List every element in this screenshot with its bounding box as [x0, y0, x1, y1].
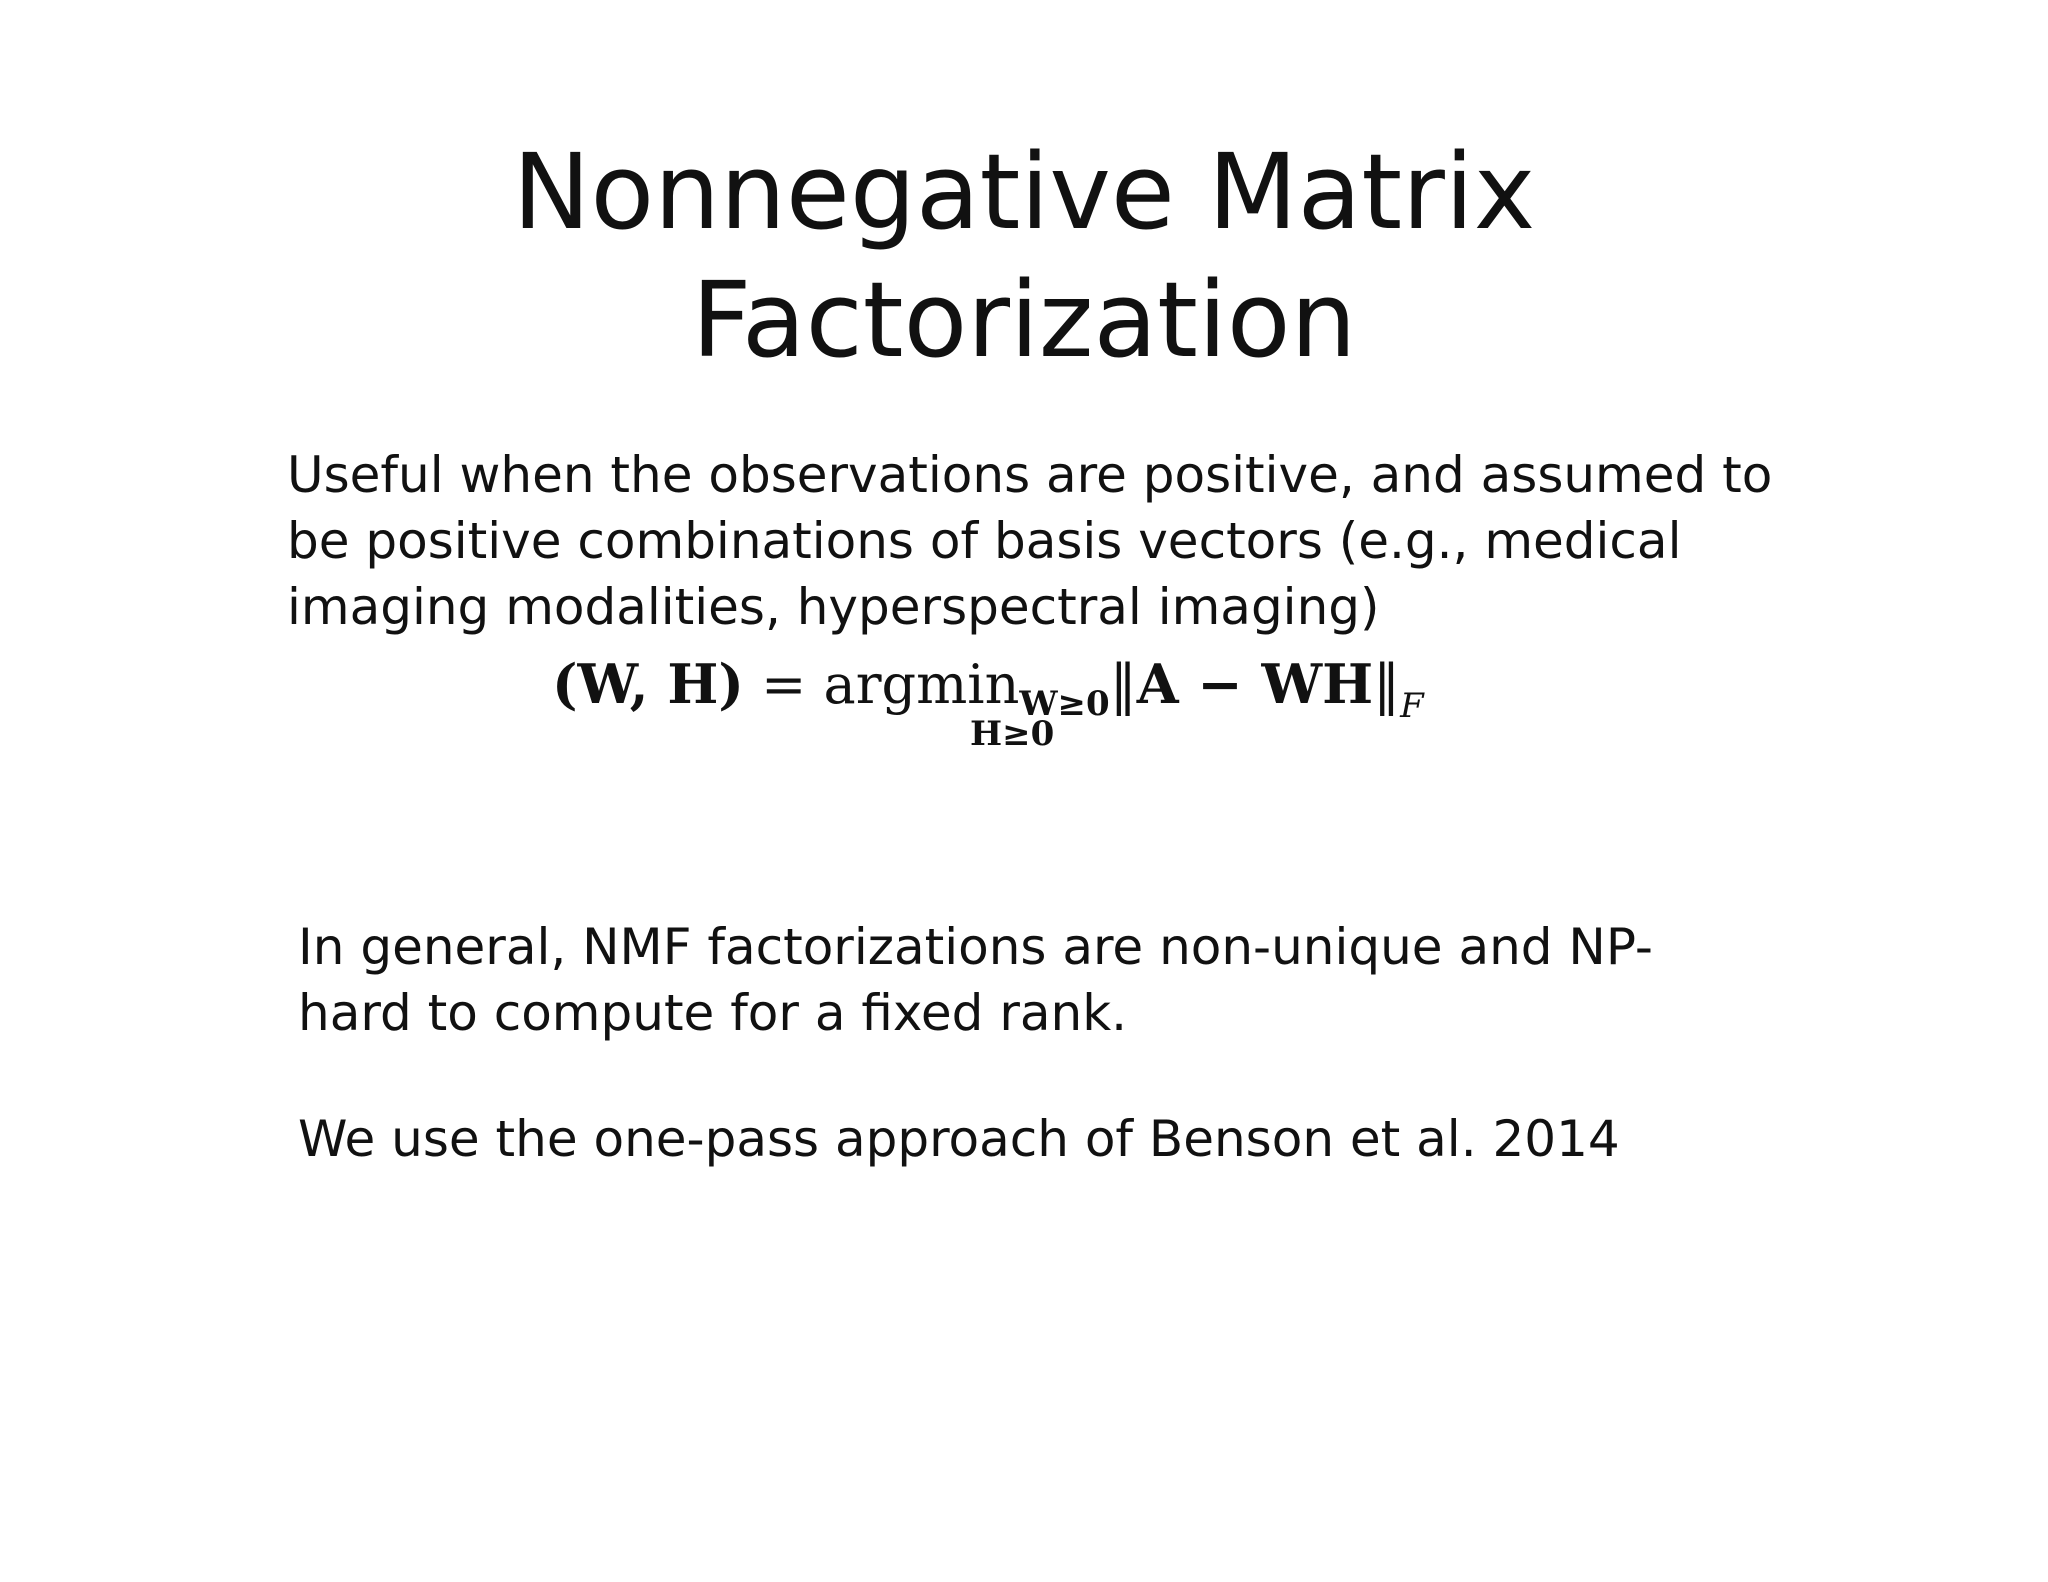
title-line: Factorization: [691, 259, 1357, 381]
equation-norm-open: ‖: [1109, 653, 1137, 716]
equation-norm-close: ‖: [1373, 653, 1401, 716]
paragraph-line: be positive combinations of basis vectors (e.g., medical: [287, 512, 1682, 570]
equation-operator: argmin: [823, 653, 1020, 716]
nmf-equation: [552, 652, 1424, 772]
intro-paragraph: [287, 442, 1772, 640]
paragraph-line: In general, NMF factorizations are non-unique and NP-: [298, 918, 1653, 976]
paragraph-line: Useful when the observations are positive, and assumed to: [287, 446, 1773, 504]
equation-norm-subscript: F: [1400, 686, 1424, 726]
equation-norm-body: A − WH: [1136, 652, 1374, 716]
equation-lhs: (W, H): [552, 652, 744, 716]
approach-paragraph: [298, 1106, 1620, 1172]
paragraph-line: We use the one-pass approach of Benson et al. 2014: [298, 1110, 1620, 1168]
paragraph-line: hard to compute for a fixed rank.: [298, 984, 1128, 1042]
paragraph-line: imaging modalities, hyperspectral imaging): [287, 578, 1380, 636]
equation-constraint-top: W≥0: [1019, 684, 1110, 724]
title-line: Nonnegative Matrix: [512, 131, 1536, 253]
equation-equals: =: [743, 653, 824, 716]
slide-title: [0, 128, 2048, 384]
nmf-note-paragraph: [298, 914, 1653, 1046]
equation-constraint-bottom: H≥0: [970, 714, 1055, 754]
